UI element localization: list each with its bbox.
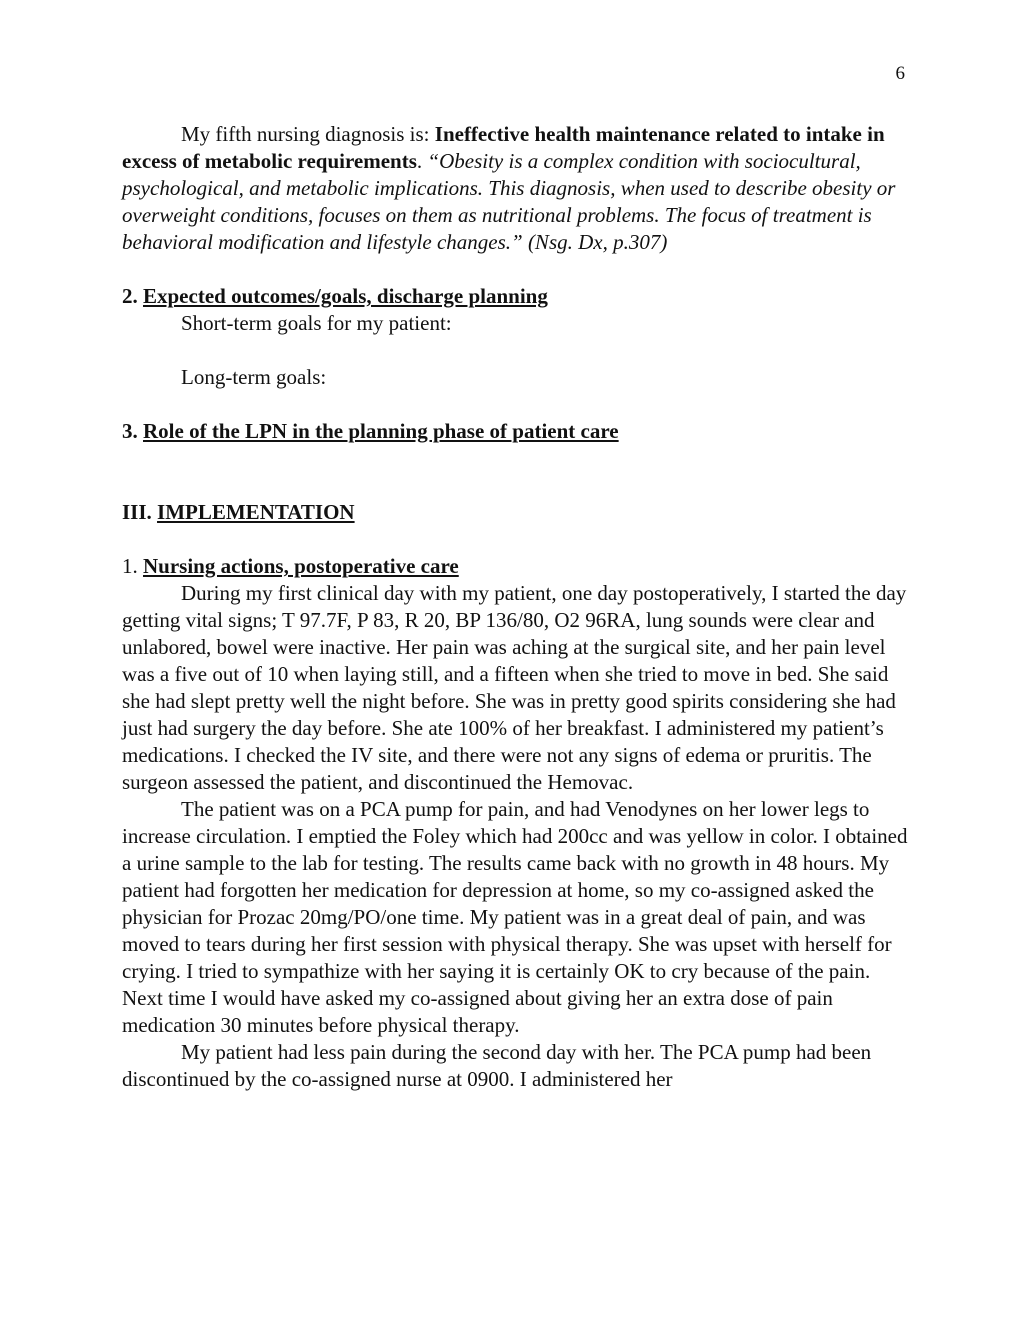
section-2-heading: [122, 283, 912, 310]
diagnosis-paragraph: [122, 121, 912, 256]
part-3-title: IMPLEMENTATION: [157, 500, 355, 524]
spacer: [122, 256, 912, 283]
diagnosis-intro: My fifth nursing diagnosis is:: [181, 122, 435, 146]
body-paragraph: The patient was on a PCA pump for pain, and had Venodynes on her lower legs to increase circulation. I emptied the Foley which had 200cc and was yellow in color. I obtained a urine sample to the lab for testing. The results came back with no growth in 48 hours. My patient had forgotten her medication for depression at home, so my co-assigned asked the physician for Prozac 20mg/PO/one time. My patient was in a great deal of pain, and was moved to tears during her first session with physical therapy. She was upset with herself for crying. I tried to sympathize with her saying it is certainly OK to cry because of the pain. Next time I would have asked my co-assigned about giving her an extra dose of pain medication 30 minutes before physical therapy.: [122, 797, 908, 1037]
section-3-title: Role of the LPN in the planning phase of patient care: [143, 419, 619, 443]
spacer: [122, 391, 912, 418]
long-term-goals-label: Long-term goals:: [181, 365, 327, 389]
part-3-number: III.: [122, 500, 158, 524]
spacer: [122, 526, 912, 553]
part-3-heading: [122, 499, 912, 526]
section-2-title: Expected outcomes/goals, discharge planning: [143, 284, 548, 308]
spacer: [122, 337, 912, 364]
nursing-actions-heading: [122, 553, 912, 580]
body-paragraph: During my first clinical day with my patient, one day postoperatively, I started the day getting vital signs; T 97.7F, P 83, R 20, BP 136/80, O2 96RA, lung sounds were clear and unlabored, bowel were inactive. Her pain was aching at the surgical site, and her pain level was a five out of 10 when laying still, and a fifteen when she tried to move in bed. She said she had slept pretty well the night before. She was in pretty good spirits considering she had just had surgery the day before. She ate 100% of her breakfast. I administered my patient’s medications. I checked the IV site, and there were not any signs of edema or pruritis. The surgeon assessed the patient, and discontinued the Hemovac.: [122, 581, 907, 794]
section-3-heading: [122, 418, 912, 445]
diagnosis-period: .: [416, 149, 428, 173]
spacer: [122, 445, 912, 499]
page-number: 6: [895, 63, 905, 84]
short-term-goals-label: Short-term goals for my patient:: [181, 311, 452, 335]
diagnosis-statement: Ineffective health maintenance related to intake in excess of metabolic requirements: [122, 122, 885, 173]
section-2-number: 2.: [122, 284, 143, 308]
nursing-actions-title: Nursing actions, postoperative care: [143, 554, 459, 578]
body-paragraph: My patient had less pain during the second day with her. The PCA pump had been discontinued by the co-assigned nurse at 0900. I administered her: [122, 1040, 872, 1091]
section-3-number: 3.: [122, 419, 143, 443]
document-body: [122, 121, 912, 1093]
nursing-actions-number: 1.: [122, 554, 143, 578]
diagnosis-quote: “Obesity is a complex condition with sociocultural, psychological, and metabolic implications. This diagnosis, when used to describe obesity or overweight conditions, focuses on them as nutritional problems. The focus of treatment is behavioral modification and lifestyle changes.” (Nsg. Dx, p.307): [122, 149, 896, 254]
